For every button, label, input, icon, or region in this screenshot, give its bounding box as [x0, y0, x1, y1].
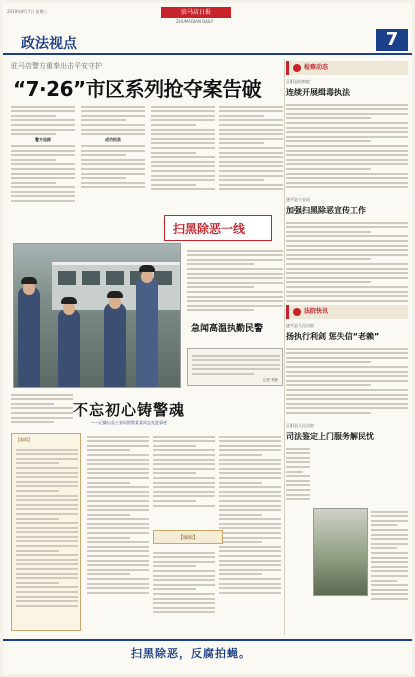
lead-subhead-1: 警方追踪 — [35, 136, 51, 142]
lead-subhead-2: 成功抓获 — [105, 136, 121, 142]
right-box4-kicker: 正阳县人民法院 — [286, 423, 314, 428]
story2-col-2 — [153, 433, 215, 528]
story2-col-2b — [153, 549, 215, 631]
footer-rule — [3, 639, 412, 641]
story2-subtitle: ——记确山县公安局刑警某某同志先进事迹 — [91, 420, 167, 425]
masthead-logo: 驻马店日报 — [161, 7, 231, 18]
police-photo — [13, 243, 181, 388]
page-header — [3, 3, 412, 52]
footer-slogan: 扫黑除恶，反腐拍蝇。 — [131, 647, 251, 660]
lead-body-col-4 — [219, 103, 283, 213]
court-photo — [313, 508, 368, 596]
right-box1-kicker: 正阳县检察院 — [286, 79, 310, 84]
right-box1-text — [286, 101, 408, 193]
lead-body-col-1 — [11, 103, 75, 241]
right-box3-text — [286, 345, 408, 419]
photo-caption-box — [187, 348, 283, 386]
story2-inset-head: 【编辑】 — [153, 530, 223, 544]
photo-officer-2 — [58, 309, 80, 387]
right-box2-title: 加强扫黑除恶宣传工作 — [286, 206, 366, 215]
section-title: 政法视点 — [21, 36, 77, 52]
masthead-subtitle: ZHUMADIAN DAILY — [176, 19, 214, 24]
lead-headline: “7·26”市区系列抢夺案告破 — [13, 77, 262, 101]
column-divider — [284, 59, 285, 635]
right-box2-text — [286, 219, 408, 305]
header-rule — [3, 53, 412, 55]
story2-col-1 — [87, 433, 149, 631]
left-intro-text — [11, 391, 73, 431]
lead-kicker: 驻马店警方重拳出击平安守护 — [11, 62, 102, 70]
right-box4-text-b — [371, 508, 408, 628]
page-footer — [3, 639, 412, 663]
photo-officer-4 — [136, 277, 158, 387]
right-box4-text-a — [286, 445, 310, 535]
lead-body-col-2 — [81, 103, 145, 213]
right-box1-title: 连续开展缉毒执法 — [286, 88, 350, 97]
photo-officer-1 — [18, 287, 40, 387]
right-box1-head: 检察动态 — [286, 61, 408, 75]
banner-text: 扫黑除恶一线 — [173, 222, 246, 236]
right-box3-title: 扬执行利剑 惩失信“老赖” — [286, 332, 380, 341]
lead-body-col-3 — [151, 103, 215, 213]
photo-side-text — [187, 247, 283, 315]
essay-box — [11, 433, 81, 631]
right-box3-kicker: 遂平县人民法院 — [286, 323, 314, 328]
right-box3-head: 法院快讯 — [286, 305, 408, 319]
photo-credit: 记者 李静 — [262, 378, 278, 382]
banner-box — [164, 215, 272, 241]
photo-title: 急闻高温执勤民警 — [191, 324, 264, 334]
right-box4-title: 司法鉴定上门服务解民忧 — [286, 432, 374, 441]
newspaper-page — [3, 3, 412, 674]
essay-box-text — [16, 446, 78, 626]
story2-col-3 — [219, 433, 281, 631]
photo-officer-3 — [104, 303, 126, 387]
right-box2-kicker: 遂平县公安局 — [286, 197, 310, 202]
story2-title: 不忘初心铸警魂 — [73, 401, 186, 419]
issue-date: 2019年8月7日 星期三 — [7, 9, 48, 14]
page-number: 7 — [376, 29, 408, 51]
gavel-icon — [293, 308, 301, 316]
essay-box-label: 【编辑】 — [16, 437, 32, 442]
badge-icon — [293, 64, 301, 72]
